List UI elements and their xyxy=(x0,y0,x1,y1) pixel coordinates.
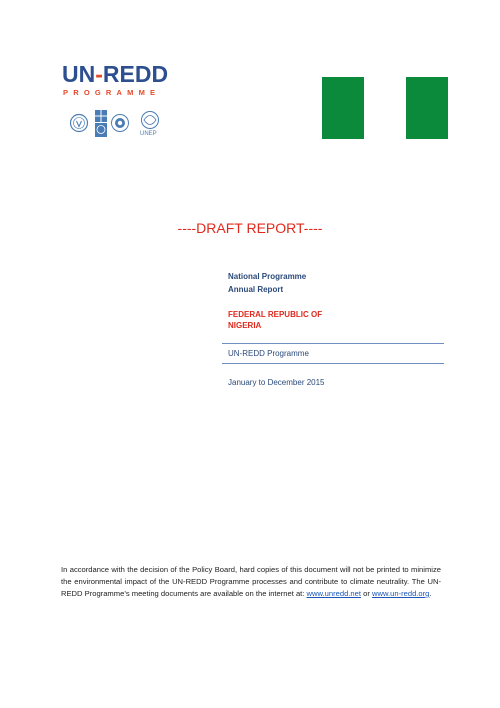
reporting-period: January to December 2015 xyxy=(228,378,325,387)
programme-type-line2: Annual Report xyxy=(228,285,284,294)
unep-label: UNEP xyxy=(140,131,157,137)
programme-type xyxy=(228,270,306,296)
partner-emblems xyxy=(70,107,170,147)
undp-emblem-icon xyxy=(95,110,107,137)
divider-bottom xyxy=(222,363,444,364)
country-line2: NIGERIA xyxy=(228,321,262,330)
footer-note-end: . xyxy=(429,589,432,598)
unredd-net-link[interactable]: www.unredd.net xyxy=(306,589,361,598)
flag-stripe-left xyxy=(322,77,364,139)
nigeria-flag xyxy=(322,77,448,139)
footer-note-connector: or xyxy=(361,589,372,598)
flag-stripe-center xyxy=(364,77,406,139)
programme-name: UN-REDD Programme xyxy=(228,349,309,358)
report-title: ----DRAFT REPORT---- xyxy=(177,220,323,236)
partner-emblems-graphic xyxy=(70,107,170,147)
footer-note-text: In accordance with the decision of the Policy Board, hard copies of this document will not be printed to minimize the environmental impact of the UN-REDD Programme processes and contribute to climate neutrality. The UN-REDD Programme’s meeting documents are available on the internet at: xyxy=(61,565,441,598)
divider-top xyxy=(222,343,444,344)
footer-note xyxy=(61,564,441,600)
country-line1: FEDERAL REPUBLIC OF xyxy=(228,310,323,319)
logo-prefix: UN xyxy=(62,61,96,87)
flag-stripe-right xyxy=(406,77,448,139)
logo-dash: - xyxy=(95,61,103,87)
logo-programme-label: PROGRAMME xyxy=(63,88,161,97)
country-name xyxy=(228,309,322,331)
un-redd-org-link[interactable]: www.un-redd.org xyxy=(371,589,430,598)
fao-emblem-icon xyxy=(71,115,88,132)
un-emblem-icon xyxy=(112,115,129,132)
un-redd-logo xyxy=(62,63,168,86)
programme-type-line1: National Programme xyxy=(228,272,307,281)
logo-suffix: REDD xyxy=(102,61,169,87)
unep-emblem-icon xyxy=(142,112,159,129)
